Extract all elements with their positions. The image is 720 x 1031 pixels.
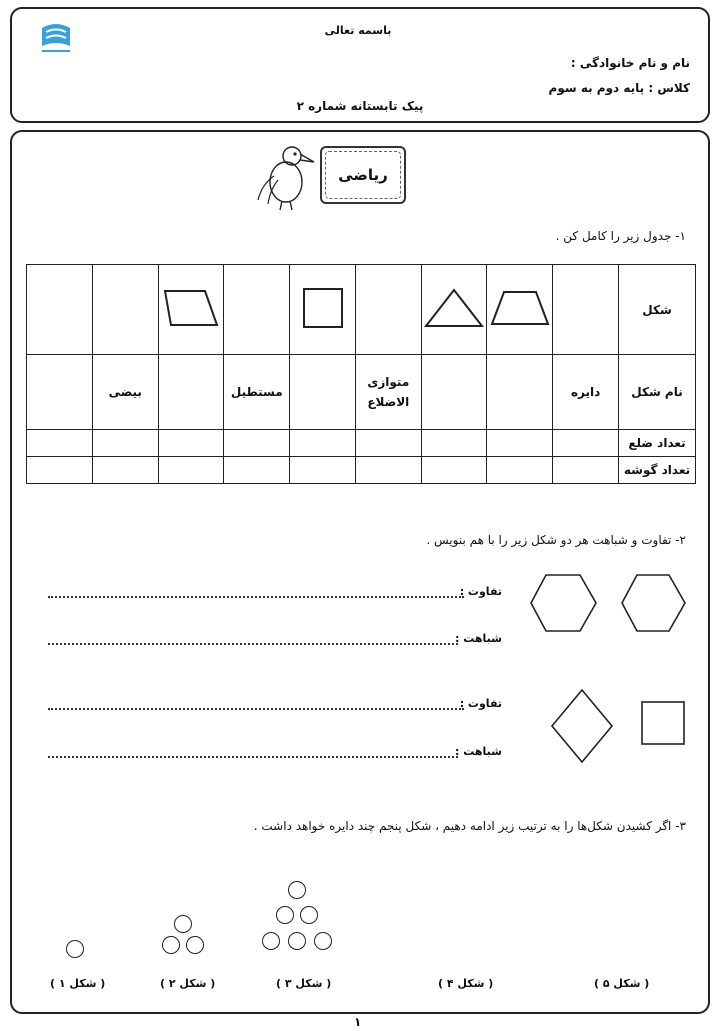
pattern-circle xyxy=(288,932,306,950)
figure-label-5: ( شکل ۵ ) xyxy=(594,977,650,990)
table-cell[interactable] xyxy=(27,265,93,355)
similarity-label-1: شباهت : xyxy=(455,632,502,645)
figure-label-3: ( شکل ۳ ) xyxy=(276,977,332,990)
shape-row xyxy=(27,265,696,355)
row-label-sides: تعداد ضلع xyxy=(619,429,696,456)
corners-row xyxy=(27,456,696,483)
table-cell[interactable] xyxy=(92,265,158,355)
sides-row xyxy=(27,429,696,456)
table-cell[interactable] xyxy=(158,429,224,456)
name-cell[interactable]: دایره xyxy=(553,355,619,429)
name-cell[interactable] xyxy=(355,355,421,429)
table-cell[interactable] xyxy=(421,429,487,456)
similarity-label-2: شباهت : xyxy=(455,745,502,758)
name-cell[interactable] xyxy=(487,355,553,429)
table-cell[interactable] xyxy=(92,456,158,483)
pattern-circle xyxy=(162,936,180,954)
q3-prompt: ۳- اگر کشیدن شکل‌ها را به ترتیب زیر ادامه دهیم ، شکل پنجم چند دایره خواهد داشت . xyxy=(253,819,686,833)
pattern-circle xyxy=(300,906,318,924)
figure-label-4: ( شکل ۴ ) xyxy=(438,977,494,990)
name-cell[interactable] xyxy=(27,355,93,429)
q2-prompt: ۲- تفاوت و شباهت هر دو شکل زیر را با هم بنویس . xyxy=(426,533,686,547)
name-cell[interactable]: بیضی xyxy=(92,355,158,429)
row-label-name: نام شکل xyxy=(619,355,696,429)
pattern-circle xyxy=(174,915,192,933)
class-label: کلاس : پایه دوم به سوم xyxy=(548,81,690,95)
table-cell[interactable] xyxy=(355,265,421,355)
table-cell[interactable] xyxy=(487,456,553,483)
table-cell[interactable] xyxy=(224,429,290,456)
name-cell-text: متوازی الاضلاع xyxy=(367,375,410,410)
pattern-circle xyxy=(314,932,332,950)
table-cell[interactable] xyxy=(290,265,356,355)
subject-title: ریاضی xyxy=(320,146,406,204)
page-number: ۱ xyxy=(354,1015,362,1029)
table-cell[interactable] xyxy=(158,456,224,483)
pattern-circle xyxy=(276,906,294,924)
trapezoid-icon xyxy=(488,286,552,330)
page-title: پیک تابستانه شماره ۲ xyxy=(296,99,424,113)
similarity-answer-line-1[interactable] xyxy=(48,643,458,645)
table-cell[interactable] xyxy=(355,429,421,456)
pattern-circle xyxy=(186,936,204,954)
table-cell[interactable] xyxy=(553,429,619,456)
rhombus-square-pair-icon xyxy=(550,688,690,764)
name-cell[interactable] xyxy=(290,355,356,429)
name-cell[interactable] xyxy=(158,355,224,429)
difference-label-1: تفاوت : xyxy=(459,585,502,598)
difference-answer-line-2[interactable] xyxy=(48,708,464,710)
table-cell[interactable] xyxy=(27,429,93,456)
table-cell[interactable] xyxy=(290,429,356,456)
q1-prompt: ۱- جدول زیر را کامل کن . xyxy=(555,229,686,243)
pattern-circle xyxy=(262,932,280,950)
table-cell[interactable] xyxy=(421,456,487,483)
triangle-icon xyxy=(422,286,486,330)
figure-label-2: ( شکل ۲ ) xyxy=(160,977,216,990)
table-cell[interactable] xyxy=(224,456,290,483)
name-label: نام و نام خانوادگی : xyxy=(570,56,690,70)
figure-label-1: ( شکل ۱ ) xyxy=(50,977,106,990)
table-cell[interactable] xyxy=(553,456,619,483)
table-cell[interactable] xyxy=(224,265,290,355)
table-cell[interactable] xyxy=(487,265,553,355)
table-cell[interactable] xyxy=(421,265,487,355)
table-cell[interactable] xyxy=(92,429,158,456)
row-label-shape: شکل xyxy=(619,265,696,355)
name-cell[interactable]: مستطیل xyxy=(224,355,290,429)
square-icon xyxy=(300,285,346,331)
parallelogram-icon xyxy=(159,285,223,331)
table-cell[interactable] xyxy=(158,265,224,355)
difference-answer-line-1[interactable] xyxy=(48,596,464,598)
pattern-circle xyxy=(288,881,306,899)
hexagon-pair-icon xyxy=(528,572,688,634)
table-cell[interactable] xyxy=(355,456,421,483)
pattern-circle xyxy=(66,940,84,958)
basmala: باسمه تعالی xyxy=(324,24,392,37)
name-cell[interactable] xyxy=(421,355,487,429)
name-row xyxy=(27,355,696,429)
table-cell[interactable] xyxy=(290,456,356,483)
table-cell[interactable] xyxy=(487,429,553,456)
row-label-corners: تعداد گوشه xyxy=(619,456,696,483)
table-cell[interactable] xyxy=(553,265,619,355)
difference-label-2: تفاوت : xyxy=(459,697,502,710)
table-cell[interactable] xyxy=(27,456,93,483)
bird-icon xyxy=(252,140,318,212)
shapes-table xyxy=(26,264,696,484)
publisher-logo-icon xyxy=(36,18,76,58)
similarity-answer-line-2[interactable] xyxy=(48,756,458,758)
